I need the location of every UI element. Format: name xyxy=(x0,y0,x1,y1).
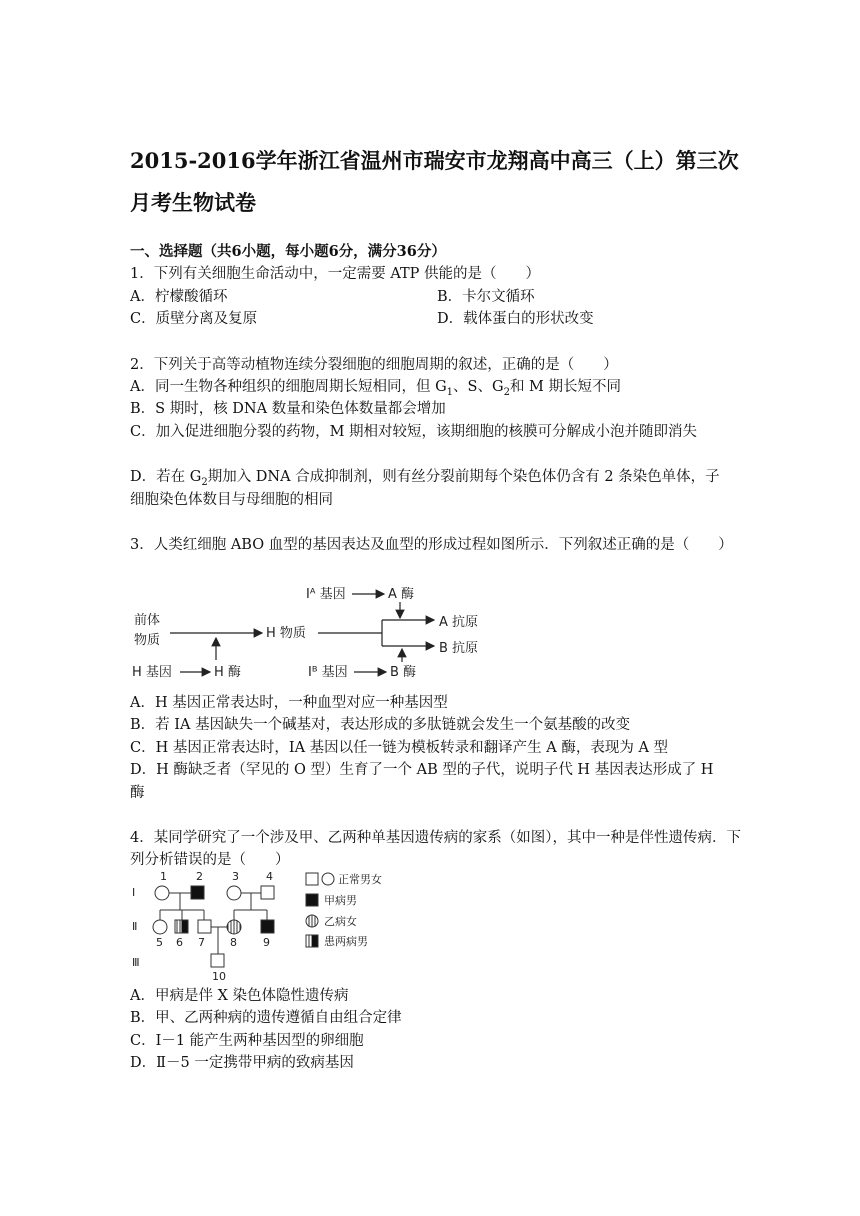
legend-normal-male xyxy=(306,873,318,885)
fig3-precursor-2: 物质 xyxy=(134,633,161,648)
pedigree-n6: 6 xyxy=(176,936,183,949)
q2-option-c: C．加入促进细胞分裂的药物，M 期相对较短，该期细胞的核膜可分解成小泡并随即消失 xyxy=(130,424,698,440)
q2-option-d-line2: 细胞染色体数目与母细胞的相同 xyxy=(130,492,333,508)
pedigree-ii5 xyxy=(153,920,167,934)
pedigree-gen-2: Ⅱ xyxy=(132,920,138,933)
fig3-b-antigen: B 抗原 xyxy=(439,641,479,656)
legend-both-label: 患两病男 xyxy=(324,935,368,948)
pedigree-n10: 10 xyxy=(212,970,226,983)
q2-option-d xyxy=(130,467,720,493)
q2-option-b: B．S 期时，核 DNA 数量和染色体数量都会增加 xyxy=(130,401,446,417)
q2-stem: 2．下列关于高等动植物连续分裂细胞的细胞周期的叙述，正确的是（ ） xyxy=(130,357,618,373)
q2-a-text-1: A．同一生物各种组织的细胞周期长短相同，但 G xyxy=(130,379,447,395)
q2-d-text-2: 期加入 DNA 合成抑制剂，则有丝分裂前期每个染色体仍含有 2 条染色单体，子 xyxy=(207,469,720,485)
page-title: 2015-2016学年浙江省温州市瑞安市龙翔高中高三（上）第三次月考生物试卷 xyxy=(130,148,739,215)
legend-yi-label: 乙病女 xyxy=(324,915,357,928)
q4-option-b: B．甲、乙两种病的遗传遵循自由组合定律 xyxy=(130,1010,402,1026)
q1-option-c: C．质壁分离及复原 xyxy=(130,311,258,327)
fig3-a-antigen: A 抗原 xyxy=(439,615,479,630)
legend-jia-label: 甲病男 xyxy=(324,894,357,907)
q3-option-b: B．若 IA 基因缺失一个碱基对，表达形成的多肽链就会发生一个氨基酸的改变 xyxy=(130,717,631,733)
fig3-ib-gene: Iᴮ 基因 xyxy=(308,665,348,680)
q1-option-d: D．载体蛋白的形状改变 xyxy=(437,311,594,327)
q4-option-a: A．甲病是伴 X 染色体隐性遗传病 xyxy=(130,988,349,1004)
q3-stem: 3．人类红细胞 ABO 血型的基因表达及血型的形成过程如图所示．下列叙述正确的是（ ） xyxy=(130,537,733,553)
q2-d-text-1: D．若在 G xyxy=(130,469,202,485)
q1-option-a: A．柠檬酸循环 xyxy=(130,289,228,305)
legend-jia-male xyxy=(306,894,318,906)
q2-a-text-2: 、S、G xyxy=(453,379,504,395)
blood-type-pathway-figure xyxy=(128,578,498,688)
q1-option-b: B．卡尔文循环 xyxy=(437,289,535,305)
pedigree-ii8 xyxy=(227,920,241,934)
q2-d-sub: 2 xyxy=(201,476,208,488)
fig3-a-enzyme: A 酶 xyxy=(388,587,415,602)
q1-stem: 1．下列有关细胞生命活动中，一定需要 ATP 供能的是（ ） xyxy=(130,266,541,282)
fig3-h-enzyme: H 酶 xyxy=(214,665,241,680)
pedigree-i1 xyxy=(155,886,169,900)
q3-option-a: A．H 基因正常表达时，一种血型对应一种基因型 xyxy=(130,695,448,711)
pedigree-i2 xyxy=(191,886,204,899)
q2-a-sub-1: 1 xyxy=(446,386,454,398)
q3-option-c: C．H 基因正常表达时，IA 基因以任一链为模板转录和翻译产生 A 酶，表现为 A 型 xyxy=(130,740,669,756)
fig3-precursor-1: 前体 xyxy=(134,613,161,628)
pedigree-n3: 3 xyxy=(232,870,239,883)
pedigree-figure xyxy=(128,868,398,983)
fig3-b-enzyme: B 酶 xyxy=(390,665,417,680)
q3-option-d-line2: 酶 xyxy=(130,785,145,801)
fig3-h-substance: H 物质 xyxy=(266,626,306,641)
q2-a-text-3: 和 M 期长短不同 xyxy=(509,379,622,395)
pedigree-gen-3: Ⅲ xyxy=(132,956,140,969)
pedigree-n8: 8 xyxy=(230,936,237,949)
fig3-ia-gene: Iᴬ 基因 xyxy=(306,587,346,602)
pedigree-n4: 4 xyxy=(266,870,273,883)
fig3-h-gene: H 基因 xyxy=(132,665,172,680)
q4-option-c: C．Ⅰ－1 能产生两种基因型的卵细胞 xyxy=(130,1033,364,1049)
legend-normal-female xyxy=(322,873,334,885)
pedigree-ii7 xyxy=(198,920,211,933)
q4-stem: 4．某同学研究了一个涉及甲、乙两种单基因遗传病的家系（如图），其中一种是伴性遗传病．下 xyxy=(130,830,741,846)
pedigree-n9: 9 xyxy=(263,936,270,949)
pedigree-i4 xyxy=(261,886,274,899)
legend-yi-female xyxy=(306,915,318,927)
pedigree-n5: 5 xyxy=(156,936,163,949)
pedigree-iii10 xyxy=(211,954,224,967)
pedigree-n1: 1 xyxy=(160,870,167,883)
pedigree-i3 xyxy=(227,886,241,900)
pedigree-n7: 7 xyxy=(198,936,205,949)
legend-normal-label: 正常男女 xyxy=(338,873,382,886)
pedigree-ii9 xyxy=(261,920,274,933)
q2-a-sub-2: 2 xyxy=(503,386,510,398)
q4-stem-line2: 列分析错误的是（ ） xyxy=(130,852,290,868)
q3-option-d: D．H 酶缺乏者（罕见的 O 型）生育了一个 AB 型的子代，说明子代 H 基因表达形成了 H xyxy=(130,762,714,778)
section-heading: 一、选择题（共6小题，每小题6分，满分36分） xyxy=(130,243,446,260)
q4-option-d: D．Ⅱ－5 一定携带甲病的致病基因 xyxy=(130,1055,354,1071)
pedigree-n2: 2 xyxy=(196,870,203,883)
pedigree-gen-1: Ⅰ xyxy=(132,886,136,899)
